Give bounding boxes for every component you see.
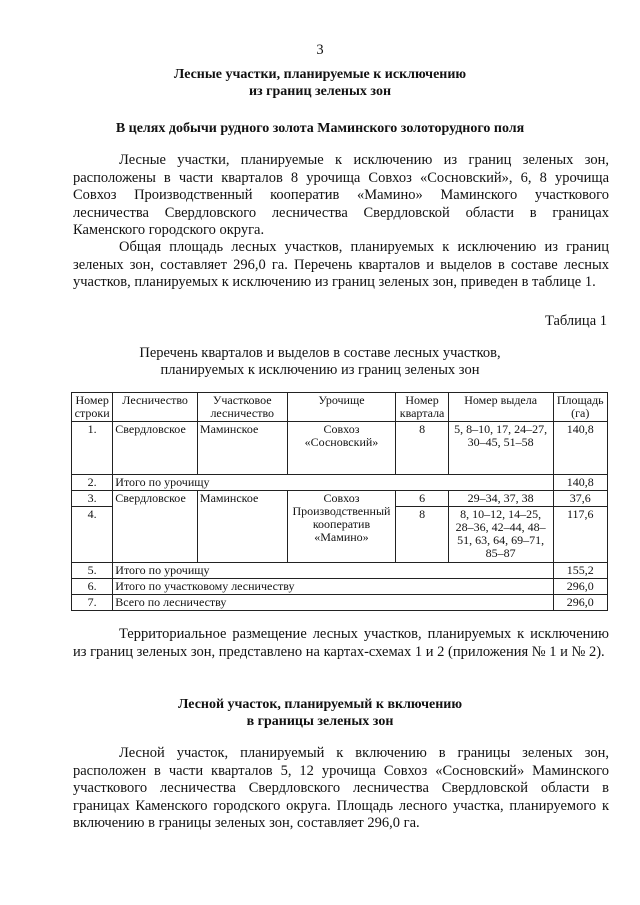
- header-tract: Урочище: [287, 393, 396, 422]
- header-area: Площадь (га): [553, 393, 607, 422]
- quarter-cell: 8: [396, 507, 448, 563]
- table-row: [72, 475, 608, 491]
- table-caption: [0, 345, 640, 379]
- table-row: [72, 579, 608, 595]
- area-cell: 37,6: [553, 491, 607, 507]
- area-cell: 296,0: [553, 595, 607, 611]
- district-cell: Маминское: [197, 422, 287, 475]
- plots-cell: 8, 10–12, 14–25, 28–36, 42–44, 48–51, 63, 64, 69–71, 85–87: [448, 507, 553, 563]
- forestry-cell-empty: [113, 507, 198, 563]
- table-row: [72, 563, 608, 579]
- page-number: 3: [316, 42, 324, 58]
- table-row: [72, 491, 608, 507]
- row-number: 2.: [72, 475, 113, 491]
- table-row: [72, 595, 608, 611]
- table-label: Таблица 1: [544, 313, 607, 329]
- row-number: 1.: [72, 422, 113, 475]
- plots-cell: 29–34, 37, 38: [448, 491, 553, 507]
- district-cell: Маминское: [197, 491, 287, 507]
- header-quarter: Номер квартала: [396, 393, 448, 422]
- area-cell: 296,0: [553, 579, 607, 595]
- table-header-row: [72, 393, 608, 422]
- quarter-cell: 6: [396, 491, 448, 507]
- area-cell: 155,2: [553, 563, 607, 579]
- district-cell-empty: [197, 507, 287, 563]
- row-number: 5.: [72, 563, 113, 579]
- plots-cell: 5, 8–10, 17, 24–27, 30–45, 51–58: [448, 422, 553, 475]
- table-caption-line2: планируемых к исключению из границ зеленых зон: [160, 362, 480, 378]
- table-row: [72, 422, 608, 475]
- header-district-forestry: Участковое лесничество: [197, 393, 287, 422]
- header-forestry: Лесничество: [113, 393, 198, 422]
- plots-table: [71, 392, 608, 611]
- section1-subtitle: В целях добычи рудного золота Маминского золоторудного поля: [115, 121, 525, 136]
- row-number: 6.: [72, 579, 113, 595]
- total-label-cell: Итого по участковому лесничеству: [113, 579, 553, 595]
- forestry-cell: Свердловское: [113, 491, 198, 507]
- quarter-cell: 8: [396, 422, 448, 475]
- total-label-cell: Всего по лесничеству: [113, 595, 553, 611]
- section2-title-line1: Лесной участок, планируемый к включению: [177, 697, 463, 712]
- section1-title-line1: Лесные участки, планируемые к исключению: [173, 67, 467, 82]
- section2-paragraph: Лесной участок, планируемый к включению в границы зеленых зон, расположен в части кварталов 5, 12 урочища Совхоз «Сосновский» Маминского участкового лесничества Свердловского лесничества Свердловской области в границах Каменского городского округа. Площадь лесного участка, планируемого к включению в границы зеленых зон, составляет 296,0 га.: [73, 745, 609, 832]
- header-row-number: Номер строки: [72, 393, 113, 422]
- area-cell: 140,8: [553, 475, 607, 491]
- section2-title-line2: в границы зеленых зон: [246, 714, 394, 729]
- section1-paragraph-1: Лесные участки, планируемые к исключению из границ зеленых зон, расположены в части кварталов 8 урочища Совхоз «Сосновский», 6, 8 урочища Совхоз Производственный кооператив «Мамино» Маминского участкового лесничества Свердловского лесничества Свердловской области в границах Каменского городского округа.: [73, 152, 609, 239]
- section1-title-line2: из границ зеленых зон: [248, 84, 392, 99]
- placement-paragraph: Территориальное размещение лесных участков, планируемых к исключению из границ зеленых зон, представлено на картах-схемах 1 и 2 (приложения № 1 и № 2).: [73, 626, 609, 660]
- area-cell: 117,6: [553, 507, 607, 563]
- forestry-cell: Свердловское: [113, 422, 198, 475]
- row-number: 3.: [72, 491, 113, 507]
- header-plots: Номер выдела: [448, 393, 553, 422]
- row-number: 4.: [72, 507, 113, 563]
- tract-cell: Совхоз «Сосновский»: [287, 422, 396, 475]
- section1-paragraph-2: Общая площадь лесных участков, планируемых к исключению из границ зеленых зон, составляет 296,0 га. Перечень кварталов и выделов в составе лесных участков, планируемых к исключению из границ зеленых зон, приведен в таблице 1.: [73, 239, 609, 291]
- total-label-cell: Итого по урочищу: [113, 563, 553, 579]
- row-number: 7.: [72, 595, 113, 611]
- table-caption-line1: Перечень кварталов и выделов в составе лесных участков,: [139, 345, 501, 361]
- total-label-cell: Итого по урочищу: [113, 475, 553, 491]
- tract-cell: Совхоз Производственный кооператив «Мамино»: [287, 491, 396, 563]
- area-cell: 140,8: [553, 422, 607, 475]
